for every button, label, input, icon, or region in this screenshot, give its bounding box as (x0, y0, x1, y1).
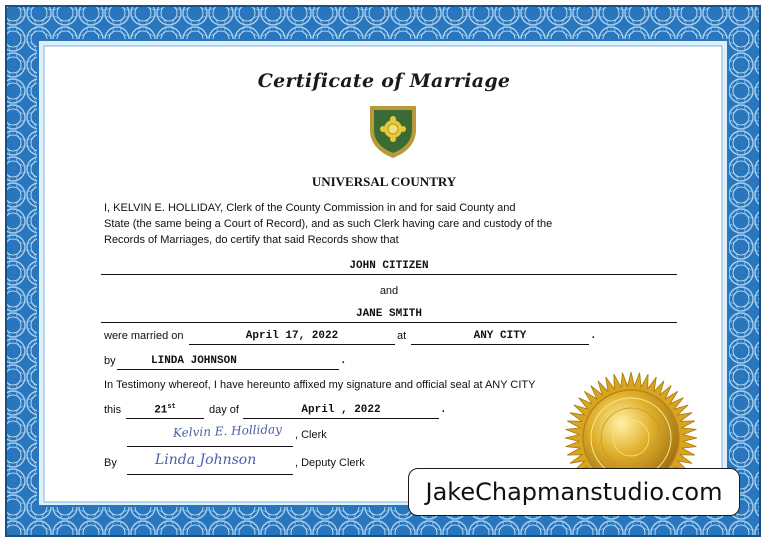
marriage-date: April 17, 2022 (245, 330, 339, 342)
groom-name: JOHN CITIZEN (349, 260, 429, 272)
watermark: JakeChapmanstudio.com (408, 468, 740, 516)
intro-line: State (the same being a Court of Record), and as such Clerk having care and custody of the (104, 218, 553, 230)
intro-paragraph (104, 200, 624, 248)
clerk-signature-line (127, 446, 293, 447)
this-label: this (104, 404, 122, 416)
day-suffix: st (167, 403, 176, 411)
month-year-underline (243, 418, 439, 419)
officiant-name: LINDA JOHNSON (151, 355, 237, 367)
clerk-label: , Clerk (295, 429, 327, 441)
bride-name: JANE SMITH (355, 308, 422, 320)
certificate-body (49, 50, 719, 498)
period: . (340, 355, 347, 367)
shield-crest-icon (367, 102, 419, 160)
day-number: 21st (154, 403, 176, 417)
at-label: at (397, 330, 407, 342)
day-of-label: day of (209, 404, 239, 416)
by-label: By (104, 457, 117, 469)
bride-underline (101, 322, 677, 323)
certificate-title: Certificate of Marriage (257, 70, 511, 92)
county-name: UNIVERSAL COUNTRY (311, 174, 457, 189)
officiant-underline (117, 369, 339, 370)
deputy-signature-line (127, 474, 293, 475)
marriage-place-underline (411, 344, 589, 345)
intro-line: Records of Marriages, do certify that said Records show that (104, 234, 399, 246)
married-on-label: were married on (104, 330, 184, 342)
clerk-signature: Kelvin E. Holliday (172, 422, 283, 440)
day-underline (126, 418, 204, 419)
marriage-date-underline (189, 344, 395, 345)
by-label: by (104, 355, 116, 367)
period: . (590, 330, 597, 342)
and-label: and (379, 285, 399, 297)
marriage-place: ANY CITY (473, 330, 527, 342)
groom-underline (101, 274, 677, 275)
deputy-signature: Linda Johnson (155, 452, 257, 468)
month-year: April , 2022 (301, 404, 381, 416)
period: . (440, 404, 447, 416)
deputy-label: , Deputy Clerk (295, 457, 365, 469)
testimony-text: In Testimony whereof, I have hereunto affixed my signature and official seal at ANY CITY (104, 379, 536, 391)
intro-line: I, KELVIN E. HOLLIDAY, Clerk of the County Commission in and for said County and (104, 202, 516, 214)
